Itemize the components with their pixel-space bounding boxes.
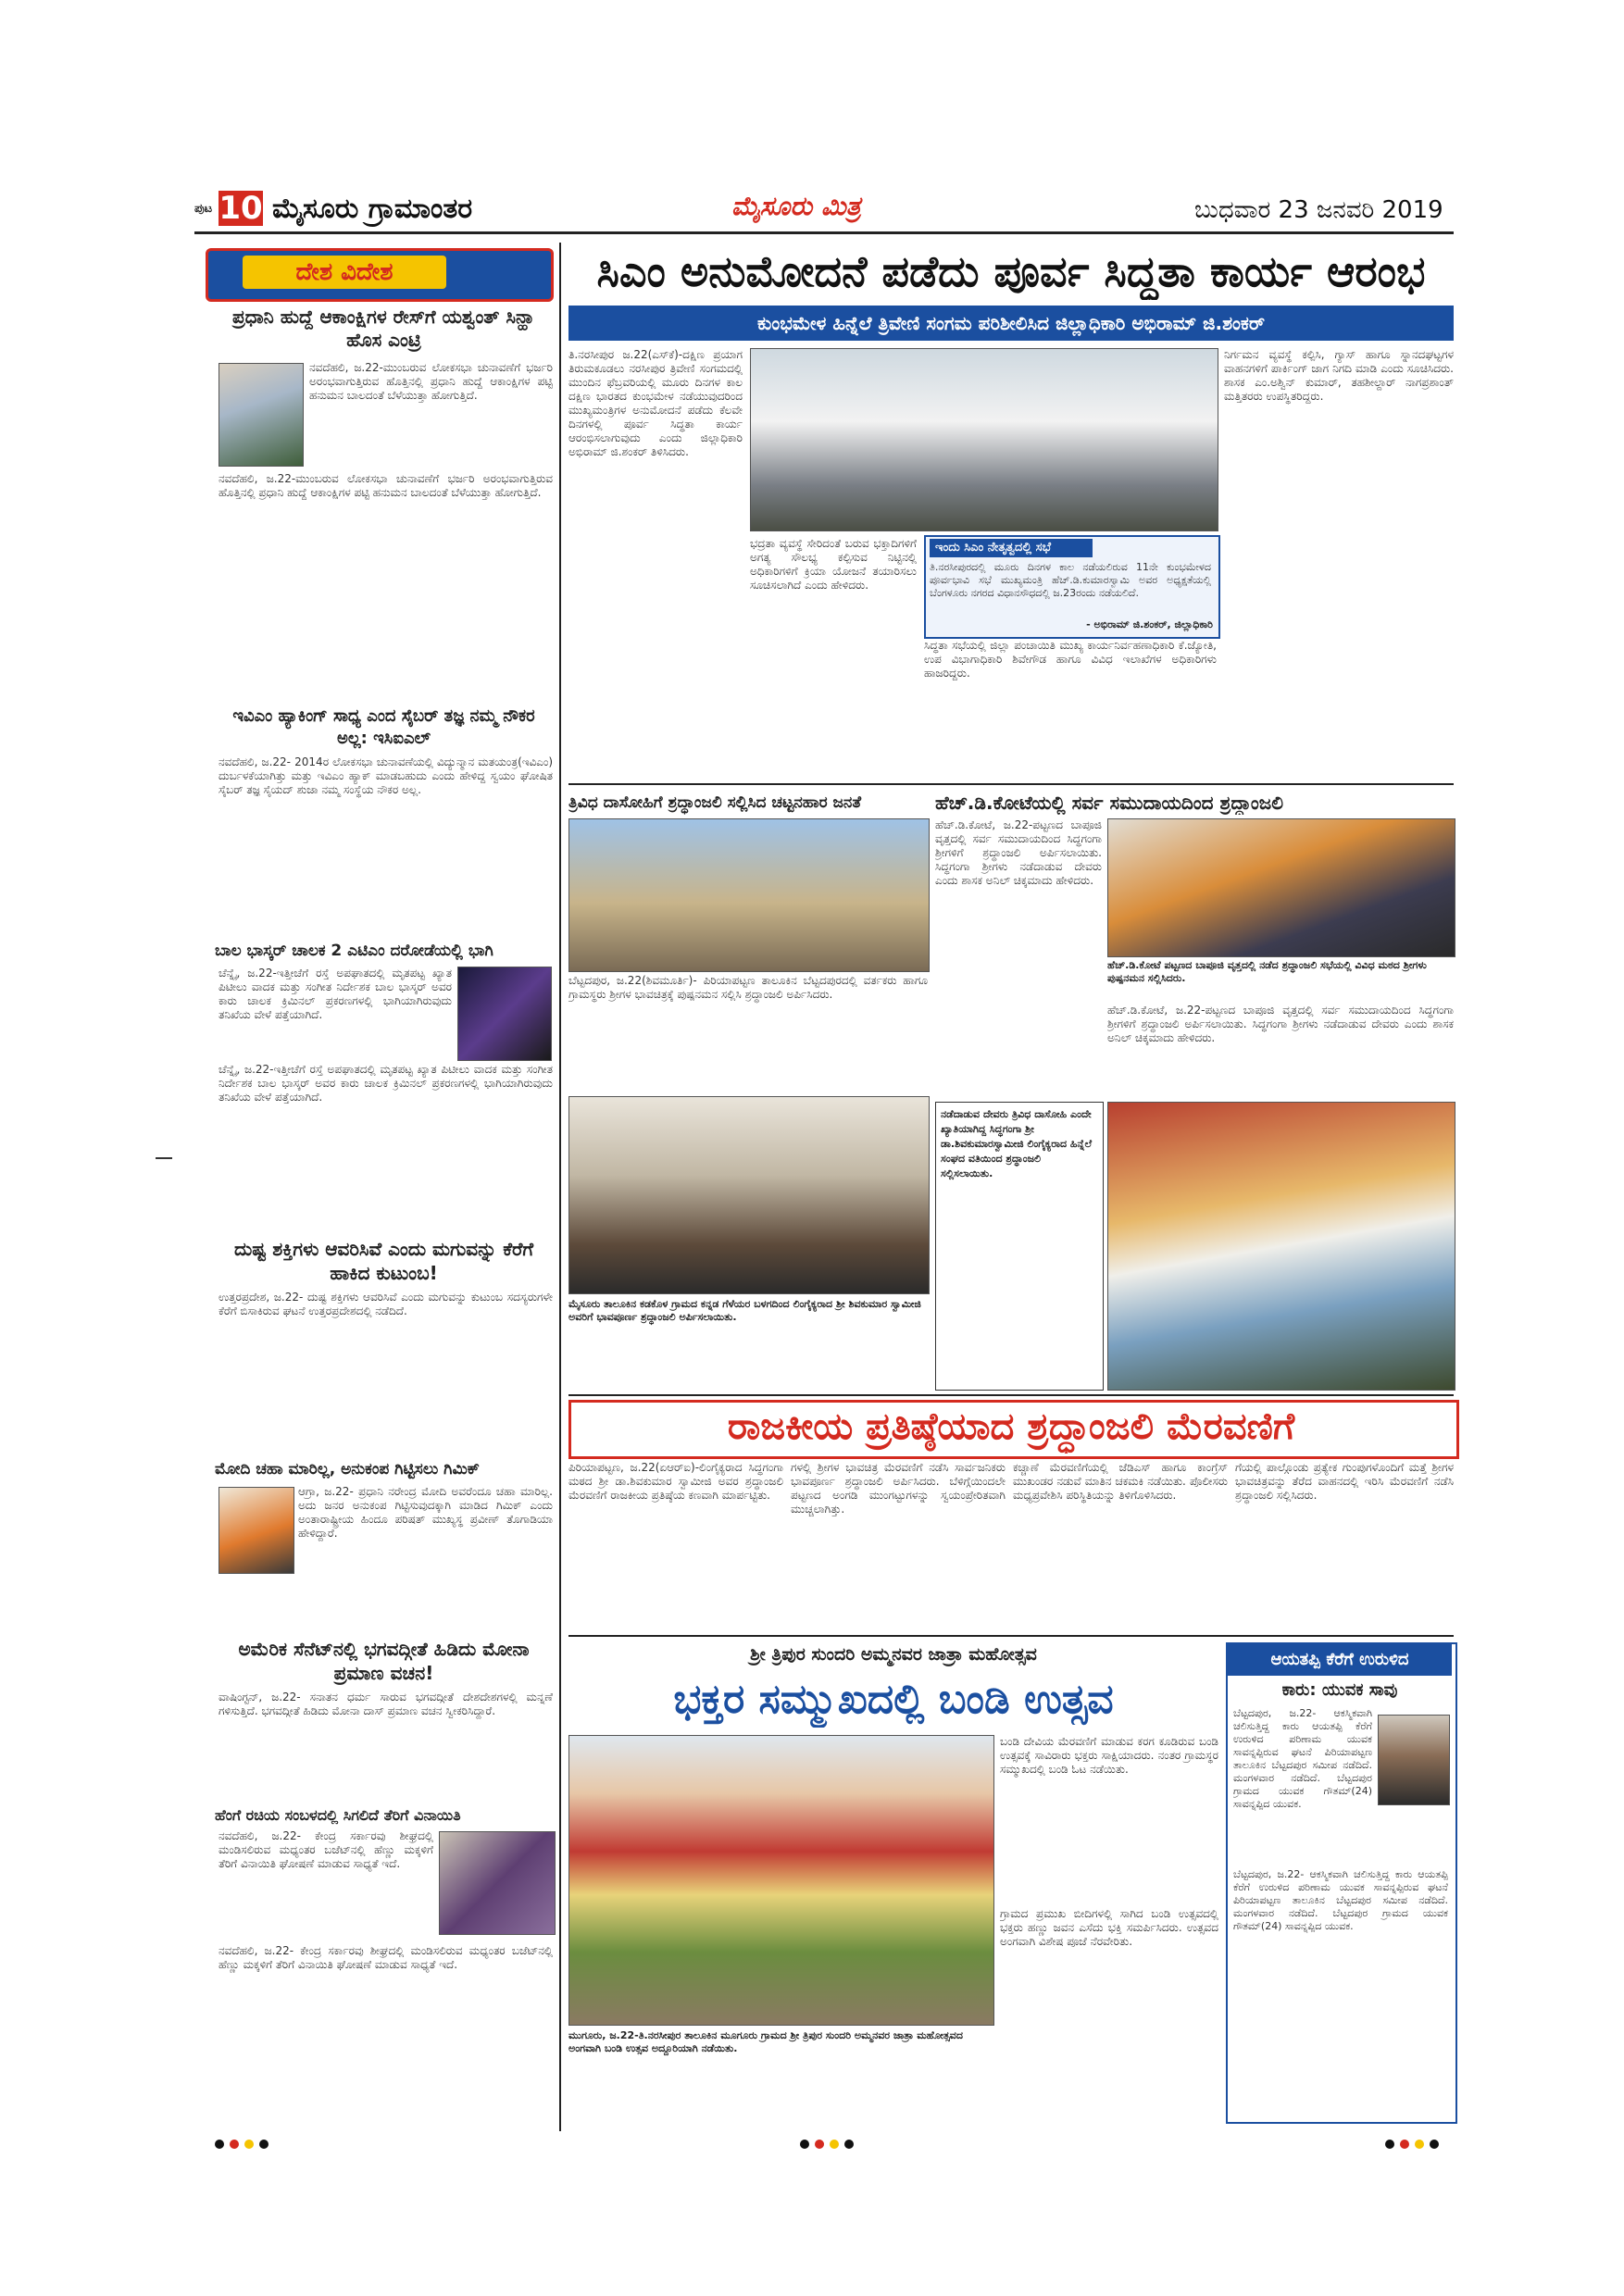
- tribute-right-body-2-text: ನಡೆದಾಡುವ ದೇವರು ತ್ರಿವಿಧ ದಾಸೋಹಿ ಎಂದೇ ಖ್ಯಾತಿಯಾಗಿದ್ದ ಸಿದ್ಧಗಂಗಾ ಶ್ರೀ ಡಾ.ಶಿವಕುಮಾರಸ್ವಾಮೀಜಿ ಲಿಂಗೈಕ್ಯರಾದ ಹಿನ್ನೆಲೆ ಸಂಘದ ವತಿಯಿಂದ ಶ್ರದ್ಧಾಂಜಲಿ ಸಲ್ಲಿಸಲಾಯಿತು.: [941, 1108, 1093, 1179]
- festival-col-1: ಬಂಡಿ ದೇವಿಯ ಮೆರವಣಿಗೆ ಮಾಡುವ ಕರಗ ಕೂಡಿರುವ ಬಂಡಿ ಉತ್ಸವಕ್ಕೆ ಸಾವಿರಾರು ಭಕ್ತರು ಸಾಕ್ಷಿಯಾದರು. ನಂತರ ಗ್ರಾಮಸ್ಥರ ಸಮ್ಮುಖದಲ್ಲಿ ಬಂಡಿ ಓಟ ನಡೆಯಿತು.: [1000, 1735, 1218, 1776]
- left-story-5-body: ಆಗ್ರಾ, ಜ.22- ಪ್ರಧಾನಿ ನರೇಂದ್ರ ಮೋದಿ ಅವರೆಂದೂ ಚಹಾ ಮಾರಿಲ್ಲ. ಅದು ಜನರ ಅನುಕಂಪ ಗಿಟ್ಟಿಸುವುದಕ್ಕಾಗಿ ಮಾಡಿದ ಗಿಮಿಕ್ ಎಂದು ಅಂತಾರಾಷ್ಟ್ರೀಯ ಹಿಂದೂ ಪರಿಷತ್ ಮುಖ್ಯಸ್ಥ ಪ್ರವೀಣ್ ತೊಗಾಡಿಯಾ ಹೇಳಿದ್ದಾರೆ.: [298, 1485, 553, 1540]
- left-story-7-body-cont: ನವದೆಹಲಿ, ಜ.22- ಕೇಂದ್ರ ಸರ್ಕಾರವು ಶೀಘ್ರದಲ್ಲಿ ಮಂಡಿಸಲಿರುವ ಮಧ್ಯಂತರ ಬಜೆಟ್‌ನಲ್ಲಿ ಹೆಣ್ಣು ಮಕ್ಕಳಿಗೆ ತೆರಿಗೆ ವಿನಾಯಿತಿ ಘೋಷಣೆ ಮಾಡುವ ಸಾಧ್ಯತೆ ಇದೆ.: [219, 1944, 553, 1971]
- cm-meeting-box-title: ಇಂದು ಸಿಎಂ ನೇತೃತ್ವದಲ್ಲಿ ಸಭೆ: [930, 539, 1093, 557]
- accident-title: ಆಯತಪ್ಪಿ ಕೆರೆಗೆ ಉರುಳಿದ: [1270, 1650, 1409, 1669]
- masthead-logo: ಮೈಸೂರು ಮಿತ್ರ: [731, 191, 861, 221]
- hdkote-tribute-photo: [1107, 818, 1455, 957]
- festival-kicker: ಶ್ರೀ ತ್ರಿಪುರ ಸುಂದರಿ ಅಮ್ಮನವರ ಜಾತ್ರಾ ಮಹೋತ್ಸವ: [750, 1644, 1037, 1665]
- section-title: ಮೈಸೂರು ಗ್ರಾಮಾಂತರ: [272, 193, 473, 225]
- bettadapura-tribute-photo: [568, 818, 930, 972]
- procession-col-3: ಕಚ್ಚಾಣೆ ಮೆರವಣಿಗೆಯಲ್ಲಿ ಜೆಡಿಎಸ್ ಹಾಗೂ ಕಾಂಗ್ರೆಸ್ ಮುಖಂಡರ ನಡುವೆ ಮಾತಿನ ಚಕಮಕಿ ನಡೆಯಿತು. ಪೊಲೀಸರು ಮಧ್ಯಪ್ರವೇಶಿಸಿ ಪರಿಸ್ಥಿತಿಯನ್ನು ತಿಳಿಗೊಳಿಸಿದರು.: [1013, 1461, 1228, 1502]
- victim-photo: [1378, 1715, 1450, 1805]
- lead-headline: ಸಿಎಂ ಅನುಮೋದನೆ ಪಡೆದು ಪೂರ್ವ ಸಿದ್ಧತಾ ಕಾರ್ಯ ಆರಂಭ: [596, 246, 1426, 296]
- issue-date: ಬುಧವಾರ 23 ಜನವರಿ 2019: [1194, 196, 1443, 224]
- tribute-right-headline: ಹೆಚ್.ಡಿ.ಕೋಟೆಯಲ್ಲಿ ಸರ್ವ ಸಮುದಾಯದಿಂದ ಶ್ರದ್ಧಾಂಜಲಿ: [935, 792, 1283, 814]
- kadakola-tribute-photo: [568, 1096, 930, 1294]
- desha-videsha-label: ದೇಶ ವಿದೇಶ: [243, 256, 446, 289]
- left-story-4-headline: ದುಷ್ಟ ಶಕ್ತಿಗಳು ಆವರಿಸಿವೆ ಎಂದು ಮಗುವನ್ನು ಕೆರೆಗೆ ಹಾಕಿದ ಕುಟುಂಬ!: [233, 1238, 534, 1284]
- left-story-2-body: ನವದೆಹಲಿ, ಜ.22- 2014ರ ಲೋಕಸಭಾ ಚುನಾವಣೆಯಲ್ಲಿ ವಿದ್ಯುನ್ಮಾನ ಮತಯಂತ್ರ(ಇವಿಎಂ) ದುರ್ಬಳಕೆಯಾಗಿತ್ತು ಮತ್ತು ಇವಿಎಂ ಹ್ಯಾಕ್ ಮಾಡಬಹುದು ಎಂದು ಹೇಳಿದ್ದ ಸ್ವಯಂ ಘೋಷಿತ ಸೈಬರ್ ತಜ್ಞ ಸೈಯದ್ ಶುಜಾ ನಮ್ಮ ಸಂಸ್ಥೆಯ ನೌಕರ ಅಲ್ಲ.: [219, 755, 553, 796]
- festival-caption: ಮುಗೂರು, ಜ.22-ತಿ.ನರಸೀಪುರ ತಾಲೂಕಿನ ಮೂಗೂರು ಗ್ರಾಮದ ಶ್ರೀ ತ್ರಿಪುರ ಸುಂದರಿ ಅಮ್ಮನವರ ಜಾತ್ರಾ ಮಹೋತ್ಸವದ ಅಂಗವಾಗಿ ಬಂಡಿ ಉತ್ಸವ ಅದ್ದೂರಿಯಾಗಿ ನಡೆಯಿತು.: [568, 2029, 963, 2054]
- left-story-4-body: ಉತ್ತರಪ್ರದೇಶ, ಜ.22- ದುಷ್ಟ ಶಕ್ತಿಗಳು ಆವರಿಸಿವೆ ಎಂದು ಮಗುವನ್ನು ಕುಟುಂಬ ಸದಸ್ಯರುಗಳೇ ಕೆರೆಗೆ ಬಿಸಾಕಿರುವ ಘಟನೆ ಉತ್ತರಪ್ರದೇಶದಲ್ಲಿ ನಡೆದಿದೆ.: [219, 1291, 553, 1317]
- registration-dots-left: [215, 2135, 274, 2152]
- festival-headline: ಭಕ್ತರ ಸಮ್ಮುಖದಲ್ಲಿ ಬಂಡಿ ಉತ್ಸವ: [673, 1676, 1114, 1723]
- cm-meeting-box-body: ತಿ.ನರಸೀಪುರದಲ್ಲಿ ಮೂರು ದಿನಗಳ ಕಾಲ ನಡೆಯಲಿರುವ 11ನೇ ಕುಂಭಮೇಳದ ಪೂರ್ವಭಾವಿ ಸಭೆ ಮುಖ್ಯಮಂತ್ರಿ ಹೆಚ್.ಡಿ.ಕುಮಾರಸ್ವಾಮಿ ಅವರ ಅಧ್ಯಕ್ಷತೆಯಲ್ಲಿ ಬೆಂಗಳೂರು ನಗರದ ವಿಧಾನಸೌಧದಲ್ಲಿ ಜ.23ರಂದು ನಡೆಯಲಿದೆ.: [930, 561, 1211, 599]
- left-story-2-headline: ಇವಿಎಂ ಹ್ಯಾಕಿಂಗ್ ಸಾಧ್ಯ ಎಂದ ಸೈಬರ್ ತಜ್ಞ ನಮ್ಮ ನೌಕರ ಅಲ್ಲ: ಇಸಿಐಎಲ್: [232, 706, 535, 748]
- left-story-1-body-cont: ನವದೆಹಲಿ, ಜ.22-ಮುಂಬರುವ ಲೋಕಸಭಾ ಚುನಾವಣೆಗೆ ಭರ್ಜರಿ ಅರಂಭವಾಗುತ್ತಿರುವ ಹೊತ್ತಿನಲ್ಲಿ ಪ್ರಧಾನಿ ಹುದ್ದೆ ಆಕಾಂಕ್ಷಿಗಳ ಪಟ್ಟಿ ಹನುಮನ ಬಾಲದಂತೆ ಬೆಳೆಯುತ್ತಾ ಹೋಗುತ್ತಿದೆ.: [219, 472, 553, 499]
- left-story-3-body: ಚೆನ್ನೈ, ಜ.22-ಇತ್ತೀಚೆಗೆ ರಸ್ತೆ ಅಪಘಾತದಲ್ಲಿ ಮೃತಪಟ್ಟ ಖ್ಯಾತ ಪಿಟೀಲು ವಾದಕ ಮತ್ತು ಸಂಗೀತ ನಿರ್ದೇಶಕ ಬಾಲ ಭಾಸ್ಕರ್ ಅವರ ಕಾರು ಚಾಲಕ ಕ್ರಿಮಿನಲ್ ಪ್ರಕರಣಗಳಲ್ಲಿ ಭಾಗಿಯಾಗಿರುವುದು ತನಿಖೆಯ ವೇಳೆ ಪತ್ತೆಯಾಗಿದೆ.: [219, 967, 452, 1021]
- tribute-right-caption: ಹೆಚ್.ಡಿ.ಕೋಟೆ ಪಟ್ಟಣದ ಬಾಪೂಜಿ ವೃತ್ತದಲ್ಲಿ ನಡೆದ ಶ್ರದ್ಧಾಂಜಲಿ ಸಭೆಯಲ್ಲಿ ವಿವಿಧ ಮಠದ ಶ್ರೀಗಳು ಪುಷ್ಪನಮನ ಸಲ್ಲಿಸಿದರು.: [1107, 959, 1427, 984]
- procession-col-4: ಗೆಯಲ್ಲಿ ಪಾಲ್ಗೊಂಡು ಪ್ರತ್ಯೇಕ ಗುಂಪುಗಳೊಂದಿಗೆ ಮತ್ತೆ ಶ್ರೀಗಳ ಭಾವಚಿತ್ರವನ್ನು ತೆರೆದ ವಾಹನದಲ್ಲಿ ಇರಿಸಿ ಮೆರವಣಿಗೆ ನಡೆಸಿ ಶ್ರದ್ಧಾಂಜಲಿ ಸಲ್ಲಿಸಿದರು.: [1235, 1461, 1454, 1502]
- left-story-7-headline: ಹೆಂಗೆ ರಚಿಯ ಸಂಬಳದಲ್ಲಿ ಸಿಗಲಿದೆ ತೆರಿಗೆ ವಿನಾಯಿತಿ: [215, 1806, 461, 1824]
- budget-photo: [439, 1831, 556, 1935]
- procession-col-1: ಪಿರಿಯಾಪಟ್ಟಣ, ಜ.22(ಏಆರ್‌ಐ)-ಲಿಂಗೈಕ್ಯರಾದ ಸಿದ್ಧಗಂಗಾ ಮಠದ ಶ್ರೀ ಡಾ.ಶಿವಕುಮಾರ ಸ್ವಾಮೀಜಿ ಅವರ ಶ್ರದ್ಧಾಂಜಲಿ ಮೆರವಣಿಗೆ ರಾಜಕೀಯ ಪ್ರತಿಷ್ಠೆಯ ಕಣವಾಗಿ ಮಾರ್ಪಟ್ಟಿತು.: [568, 1461, 783, 1502]
- lead-subhead: ಕುಂಭಮೇಳ ಹಿನ್ನೆಲೆ ತ್ರಿವೇಣಿ ಸಂಗಮ ಪರಿಶೀಲಿಸಿದ ಜಿಲ್ಲಾಧಿಕಾರಿ ಅಭಿರಾಮ್ ಜಿ.ಶಂಕರ್: [757, 312, 1265, 334]
- tribute-left-caption: ಬೆಟ್ಟದಪುರ, ಜ.22(ಶಿವಮೂರ್ತಿ)- ಪಿರಿಯಾಪಟ್ಟಣ ತಾಲೂಕಿನ ಬೆಟ್ಟದಪುರದಲ್ಲಿ ವರ್ತಕರು ಹಾಗೂ ಗ್ರಾಮಸ್ಥರು ಶ್ರೀಗಳ ಭಾವಚಿತ್ರಕ್ಕೆ ಪುಷ್ಪನಮನ ಸಲ್ಲಿಸಿ ಶ್ರದ್ಧಾಂಜಲಿ ಅರ್ಪಿಸಿದರು.: [568, 974, 928, 1001]
- hdkote-tribute-photo-2: [1107, 1102, 1455, 1391]
- registration-dots-right: [1385, 2135, 1444, 2152]
- header-rule: [194, 231, 1454, 234]
- accident-body: ಬೆಟ್ಟದಪುರ, ಜ.22- ಆಕಸ್ಮಿಕವಾಗಿ ಚಲಿಸುತ್ತಿದ್ದ ಕಾರು ಆಯತಪ್ಪಿ ಕೆರೆಗೆ ಉರುಳಿದ ಪರಿಣಾಮ ಯುವಕ ಸಾವನ್ನಪ್ಪಿರುವ ಘಟನೆ ಪಿರಿಯಾಪಟ್ಟಣ ತಾಲೂಕಿನ ಬೆಟ್ಟದಪುರ ಸಮೀಪ ನಡೆದಿದೆ. ಮಂಗಳವಾರ ನಡೆದಿದೆ. ಬೆಟ್ಟದಪುರ ಗ್ರಾಮದ ಯುವಕ ಗೌತಮ್(24) ಸಾವನ್ನಪ್ಪಿದ ಯುವಕ.: [1233, 1707, 1372, 1810]
- tribute-right-body: ಹೆಚ್.ಡಿ.ಕೋಟೆ, ಜ.22-ಪಟ್ಟಣದ ಬಾಪೂಜಿ ವೃತ್ತದಲ್ಲಿ ಸರ್ವ ಸಮುದಾಯದಿಂದ ಸಿದ್ಧಗಂಗಾ ಶ್ರೀಗಳಿಗೆ ಶ್ರದ್ಧಾಂಜಲಿ ಅರ್ಪಿಸಲಾಯಿತು. ಸಿದ್ಧಗಂಗಾ ಶ್ರೀಗಳು ನಡೆದಾಡುವ ದೇವರು ಎಂದು ಶಾಸಕ ಅನಿಲ್ ಚಿಕ್ಕಮಾದು ಹೇಳಿದರು.: [935, 818, 1102, 887]
- tribute-left-caption-2: ಮೈಸೂರು ತಾಲೂಕಿನ ಕಡಕೊಳ ಗ್ರಾಮದ ಕನ್ನಡ ಗೆಳೆಯರ ಬಳಗದಿಂದ ಲಿಂಗೈಕ್ಯರಾದ ಶ್ರೀ ಶಿವಕುಮಾರ ಸ್ವಾಮೀಜಿ ಅವರಿಗೆ ಭಾವಪೂರ್ಣ ಶ್ರದ್ಧಾಂಜಲಿ ಅರ್ಪಿಸಲಾಯಿತು.: [568, 1298, 921, 1323]
- page-label: ಪುಟ: [194, 202, 213, 216]
- sinha-photo: [219, 363, 304, 467]
- lead-col-4: ನಿರ್ಗಮನ ವ್ಯವಸ್ಥೆ ಕಲ್ಪಿಸಿ, ಗ್ಯಾಸ್‌ ಹಾಗೂ ಸ್ನಾನದಘಟ್ಟಗಳ ವಾಹನಗಳಿಗೆ ಪಾರ್ಕಿಂಗ್ ಜಾಗ ನಿಗದಿ ಮಾಡಿ ಎಂದು ಸೂಚಿಸಿದರು. ಶಾಸಕ ಎಂ.ಅಶ್ವಿನ್ ಕುಮಾರ್, ತಹಶೀಲ್ದಾರ್ ನಾಗಪ್ರಶಾಂತ್ ಮತ್ತಿತರರು ಉಪಸ್ಥಿತರಿದ್ದರು.: [1224, 348, 1454, 403]
- procession-bottom-rule: [568, 1635, 1454, 1637]
- lead-col-2: ಭದ್ರತಾ ವ್ಯವಸ್ಥೆ ಸೇರಿದಂತೆ ಬರುವ ಭಕ್ತಾದಿಗಳಿಗೆ ಅಗತ್ಯ ಸೌಲಭ್ಯ ಕಲ್ಪಿಸುವ ನಿಟ್ಟಿನಲ್ಲಿ ಅಧಿಕಾರಿಗಳಿಗೆ ಕ್ರಿಯಾ ಯೋಜನೆ ತಯಾರಿಸಲು ಸೂಚಿಸಲಾಗಿದೆ ಎಂದು ಹೇಳಿದರು.: [750, 537, 917, 592]
- togadia-photo: [219, 1487, 294, 1574]
- left-story-6-headline: ಅಮೆರಿಕ ಸೆನೆಟ್‌ನಲ್ಲಿ ಭಗವದ್ಗೀತೆ ಹಿಡಿದು ಮೋನಾ ಪ್ರಮಾಣ ವಚನ!: [238, 1638, 530, 1684]
- left-story-7-body: ನವದೆಹಲಿ, ಜ.22- ಕೇಂದ್ರ ಸರ್ಕಾರವು ಶೀಘ್ರದಲ್ಲಿ ಮಂಡಿಸಲಿರುವ ಮಧ್ಯಂತರ ಬಜೆಟ್‌ನಲ್ಲಿ ಹೆಣ್ಣು ಮಕ್ಕಳಿಗೆ ತೆರಿಗೆ ವಿನಾಯಿತಿ ಘೋಷಣೆ ಮಾಡುವ ಸಾಧ್ಯತೆ ಇದೆ.: [219, 1829, 433, 1870]
- left-story-5-headline: ಮೋದಿ ಚಹಾ ಮಾರಿಲ್ಲ, ಅನುಕಂಪ ಗಿಟ್ಟಿಸಲು ಗಿಮಿಕ್: [215, 1460, 480, 1479]
- left-story-3-headline: ಬಾಲ ಭಾಸ್ಕರ್ ಚಾಲಕ 2 ಎಟಿಎಂ ದರೋಡೆಯಲ್ಲಿ ಭಾಗಿ: [215, 942, 493, 960]
- page-number-box: 10: [219, 190, 263, 227]
- lead-col-1: ತಿ.ನರಸೀಪುರ ಜ.22(ಎಸ್‌ಕೆ)-ದಕ್ಷಿಣ ಪ್ರಯಾಗ ತಿರುಮಕೂಡಲು ನರಸೀಪುರ ತ್ರಿವೇಣಿ ಸಂಗಮದಲ್ಲಿ ಮುಂದಿನ ಫೆಬ್ರವರಿಯಲ್ಲಿ ಮೂರು ದಿನಗಳ ಕಾಲ ದಕ್ಷಿಣ ಭಾರತದ ಕುಂಭಮೇಳ ನಡೆಯುವುದರಿಂದ ಮುಖ್ಯಮಂತ್ರಿಗಳ ಅನುಮೋದನೆ ಪಡೆದು ಕೆಲವೇ ದಿನಗಳಲ್ಲಿ ಪೂರ್ವ ಸಿದ್ಧತಾ ಕಾರ್ಯ ಆರಂಭಿಸಲಾಗುವುದು ಎಂದು ಜಿಲ್ಲಾಧಿಕಾರಿ ಅಭಿರಾಮ್ ಜಿ.ಶಂಕರ್ ತಿಳಿಸಿದರು.: [568, 348, 743, 458]
- left-column-divider: [559, 243, 561, 2131]
- left-story-1-headline: ಪ್ರಧಾನಿ ಹುದ್ದೆ ಆಕಾಂಕ್ಷಿಗಳ ರೇಸ್‌ಗೆ ಯಶ್ವಂತ್ ಸಿನ್ಹಾ ಹೊಸ ಎಂಟ್ರಿ: [231, 306, 536, 351]
- left-story-6-body: ವಾಷಿಂಗ್ಟನ್, ಜ.22- ಸನಾತನ ಧರ್ಮ ಸಾರುವ ಭಗವದ್ಗೀತೆ ದೇಶದೇಶಗಳಲ್ಲಿ ಮನ್ನಣೆ ಗಳಿಸುತ್ತಿದೆ. ಭಗವದ್ಗೀತೆ ಹಿಡಿದು ಮೋನಾ ದಾಸ್ ಪ್ರಮಾಣ ವಚನ ಸ್ವೀಕರಿಸಿದ್ದಾರೆ.: [219, 1691, 553, 1717]
- tribute-left-headline: ತ್ರಿವಿಧ ದಾಸೋಹಿಗೆ ಶ್ರದ್ಧಾಂಜಲಿ ಸಲ್ಲಿಸಿದ ಚಟ್ಟನಹಾರ ಜನತೆ: [568, 793, 862, 812]
- tribute-bottom-rule: [568, 1394, 1454, 1396]
- festival-col-2: ಗ್ರಾಮದ ಪ್ರಮುಖ ಬೀದಿಗಳಲ್ಲಿ ಸಾಗಿದ ಬಂಡಿ ಉತ್ಸವದಲ್ಲಿ ಭಕ್ತರು ಹಣ್ಣು ಜವನ ಎಸೆದು ಭಕ್ತಿ ಸಮರ್ಪಿಸಿದರು. ಉತ್ಸವದ ಅಂಗವಾಗಿ ವಿಶೇಷ ಪೂಜೆ ನೆರವೇರಿತು.: [1000, 1907, 1218, 1948]
- lead-col-3: ಸಿದ್ಧತಾ ಸಭೆಯಲ್ಲಿ ಜಿಲ್ಲಾ ಪಂಚಾಯಿತಿ ಮುಖ್ಯ ಕಾರ್ಯನಿರ್ವಹಣಾಧಿಕಾರಿ ಕೆ.ಜ್ಯೋತಿ, ಉಪ ವಿಭಾಗಾಧಿಕಾರಿ ಶಿವೇಗೌಡ ಹಾಗೂ ವಿವಿಧ ಇಲಾಖೆಗಳ ಅಧಿಕಾರಿಗಳು ಹಾಜರಿದ್ದರು.: [924, 639, 1217, 680]
- left-story-1-body: ನವದೆಹಲಿ, ಜ.22-ಮುಂಬರುವ ಲೋಕಸಭಾ ಚುನಾವಣೆಗೆ ಭರ್ಜರಿ ಅರಂಭವಾಗುತ್ತಿರುವ ಹೊತ್ತಿನಲ್ಲಿ ಪ್ರಧಾನಿ ಹುದ್ದೆ ಆಕಾಂಕ್ಷಿಗಳ ಪಟ್ಟಿ ಹನುಮನ ಬಾಲದಂತೆ ಬೆಳೆಯುತ್ತಾ ಹೋಗುತ್ತಿದೆ.: [309, 361, 553, 402]
- accident-body-cont: ಬೆಟ್ಟದಪುರ, ಜ.22- ಆಕಸ್ಮಿಕವಾಗಿ ಚಲಿಸುತ್ತಿದ್ದ ಕಾರು ಆಯತಪ್ಪಿ ಕೆರೆಗೆ ಉರುಳಿದ ಪರಿಣಾಮ ಯುವಕ ಸಾವನ್ನಪ್ಪಿರುವ ಘಟನೆ ಪಿರಿಯಾಪಟ್ಟಣ ತಾಲೂಕಿನ ಬೆಟ್ಟದಪುರ ಸಮೀಪ ನಡೆದಿದೆ. ಮಂಗಳವಾರ ನಡೆದಿದೆ. ಬೆಟ್ಟದಪುರ ಗ್ರಾಮದ ಯುವಕ ಗೌತಮ್(24) ಸಾವನ್ನಪ್ಪಿದ ಯುವಕ.: [1233, 1868, 1448, 1932]
- kumbhamela-inspection-photo: [750, 348, 1218, 531]
- violinist-photo: [457, 967, 552, 1061]
- cm-meeting-box-credit: - ಅಭಿರಾಮ್ ಜಿ.ಶಂಕರ್, ಜಿಲ್ಲಾಧಿಕಾರಿ: [1086, 618, 1213, 630]
- left-story-3-body-cont: ಚೆನ್ನೈ, ಜ.22-ಇತ್ತೀಚೆಗೆ ರಸ್ತೆ ಅಪಘಾತದಲ್ಲಿ ಮೃತಪಟ್ಟ ಖ್ಯಾತ ಪಿಟೀಲು ವಾದಕ ಮತ್ತು ಸಂಗೀತ ನಿರ್ದೇಶಕ ಬಾಲ ಭಾಸ್ಕರ್ ಅವರ ಕಾರು ಚಾಲಕ ಕ್ರಿಮಿನಲ್ ಪ್ರಕರಣಗಳಲ್ಲಿ ಭಾಗಿಯಾಗಿರುವುದು ತನಿಖೆಯ ವೇಳೆ ಪತ್ತೆಯಾಗಿದೆ.: [219, 1063, 553, 1104]
- registration-dots-center: [800, 2135, 859, 2152]
- procession-col-2: ಗಳಲ್ಲಿ ಶ್ರೀಗಳ ಭಾವಚಿತ್ರ ಮೆರವಣಿಗೆ ನಡೆಸಿ ಸಾರ್ವಜನಿಕರು ಭಾವಪೂರ್ಣ ಶ್ರದ್ಧಾಂಜಲಿ ಅರ್ಪಿಸಿದರು. ಬೆಳಿಗ್ಗೆಯಿಂದಲೇ ಪಟ್ಟಣದ ಅಂಗಡಿ ಮುಂಗಟ್ಟುಗಳನ್ನು ಸ್ವಯಂಪ್ರೇರಿತವಾಗಿ ಮುಚ್ಚಲಾಗಿತ್ತು.: [791, 1461, 1006, 1516]
- lead-bottom-rule: [568, 783, 1454, 785]
- procession-headline: ರಾಜಕೀಯ ಪ್ರತಿಷ್ಠೆಯಾದ ಶ್ರದ್ಧಾಂಜಲಿ ಮೆರವಣಿಗೆ: [727, 1405, 1295, 1448]
- margin-mark: [156, 1157, 172, 1159]
- bandi-utsava-photo: [568, 1735, 994, 2026]
- tribute-right-body-2: ಹೆಚ್.ಡಿ.ಕೋಟೆ, ಜ.22-ಪಟ್ಟಣದ ಬಾಪೂಜಿ ವೃತ್ತದಲ್ಲಿ ಸರ್ವ ಸಮುದಾಯದಿಂದ ಸಿದ್ಧಗಂಗಾ ಶ್ರೀಗಳಿಗೆ ಶ್ರದ್ಧಾಂಜಲಿ ಅರ್ಪಿಸಲಾಯಿತು. ಸಿದ್ಧಗಂಗಾ ಶ್ರೀಗಳು ನಡೆದಾಡುವ ದೇವರು ಎಂದು ಶಾಸಕ ಅನಿಲ್ ಚಿಕ್ಕಮಾದು ಹೇಳಿದರು.: [1107, 1004, 1454, 1044]
- accident-subtitle: ಕಾರು: ಯುವಕ ಸಾವು: [1281, 1680, 1398, 1700]
